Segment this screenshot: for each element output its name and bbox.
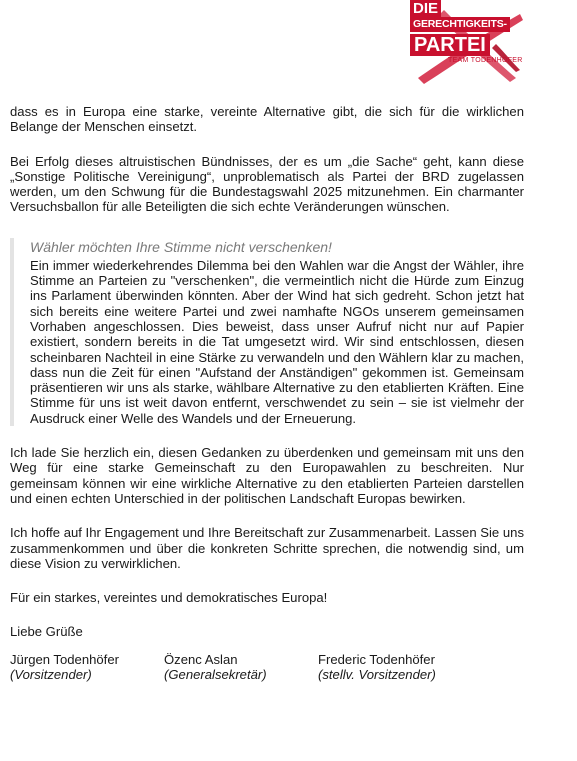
logo-text-partei: PARTEI bbox=[410, 34, 490, 56]
paragraph-slogan: Für ein starkes, vereintes und demokratisches Europa! bbox=[10, 590, 328, 606]
signature-name: Jürgen Todenhöfer bbox=[10, 651, 119, 667]
signature-role: (stellv. Vorsitzender) bbox=[318, 667, 436, 683]
signature-role: (Generalsekretär) bbox=[164, 667, 267, 683]
quote-text: Ein immer wiederkehrendes Dilemma bei den Wahlen war die Angst der Wähler, ihre Stimme an Parteien zu "verschenken", die vermeintlich nicht die Hürde zum Einzug ins Parlament überwinden könnten. Aber der Wind hat sich gedreht. Schon jetzt hat sich bereits eine weitere Partei und zwei namhafte NGOs unserem gemeinsamen Vorhaben angeschlossen. Dies beweist, dass unser Aufruf nicht nur auf Papier existiert, sondern bereits in die Tat umgesetzt wird. Wir sind entschlossen, diesen scheinbaren Nachteil in eine Stärke zu verwandeln und den Wählern klar zu machen, dass nun die Zeit für einen "Aufstand der Anständigen" gekommen ist. Gemeinsam präsentieren wir uns als starke, wählbare Alternative zu den etablierten Kräften. Eine Stimme für uns ist weit davon entfernt, verschwendet zu sein – sie ist vielmehr der Ausdruck einer Welle des Wandels und der Erneuerung. bbox=[30, 257, 524, 426]
paragraph-engagement: Ich hoffe auf Ihr Engagement und Ihre Bereitschaft zur Zusammenarbeit. Lassen Sie uns zusammenkommen und über die konkreten Schritte sprechen, die notwendig sind, um diese Vision zu verwirklichen. bbox=[10, 525, 524, 571]
paragraph-intro: dass es in Europa eine starke, vereinte Alternative gibt, die sich für die wirklichen Belange der Menschen einsetzt. bbox=[10, 104, 524, 135]
signature-block bbox=[10, 652, 524, 683]
paragraph-alliance: Bei Erfolg dieses altruistischen Bündnisses, der es um „die Sache“ geht, kann diese „Sonstige Politische Vereinigung“, unproblematisch als Partei der BRD zugelassen werden, um den Schwung für die Bundestagswahl 2025 mitzunehmen. Ein charmanter Versuchsballon für alle Beteiligten die sich echte Veränderungen wünschen. bbox=[10, 153, 524, 215]
signature-2 bbox=[164, 652, 318, 683]
signature-3 bbox=[318, 652, 472, 683]
signature-name: Frederic Todenhöfer bbox=[318, 651, 435, 667]
logo-text-gerechtigkeits: GERECHTIGKEITS- bbox=[410, 17, 510, 32]
letter-body bbox=[10, 104, 524, 682]
signature-1 bbox=[10, 652, 164, 683]
paragraph-greeting: Liebe Grüße bbox=[10, 624, 83, 640]
quote-title: Wähler möchten Ihre Stimme nicht verschenken! bbox=[30, 238, 332, 255]
quote-block bbox=[10, 238, 524, 426]
logo-text-team: TEAM TODENHÖFER bbox=[448, 57, 523, 64]
paragraph-invitation: Ich lade Sie herzlich ein, diesen Gedanken zu überdenken und gemeinsam mit uns den Weg für eine starke Gemeinschaft zu den Europawahlen zu beschreiten. Nur gemeinsam können wir eine wirkliche Alternative zu den etablierten Parteien darstellen und einen echten Unterschied in der politischen Landschaft Europas bewirken. bbox=[10, 445, 524, 506]
signature-name: Özenc Aslan bbox=[164, 651, 238, 667]
logo-text-die: DIE bbox=[410, 0, 441, 17]
signature-role: (Vorsitzender) bbox=[10, 667, 92, 683]
party-logo bbox=[404, 0, 524, 86]
